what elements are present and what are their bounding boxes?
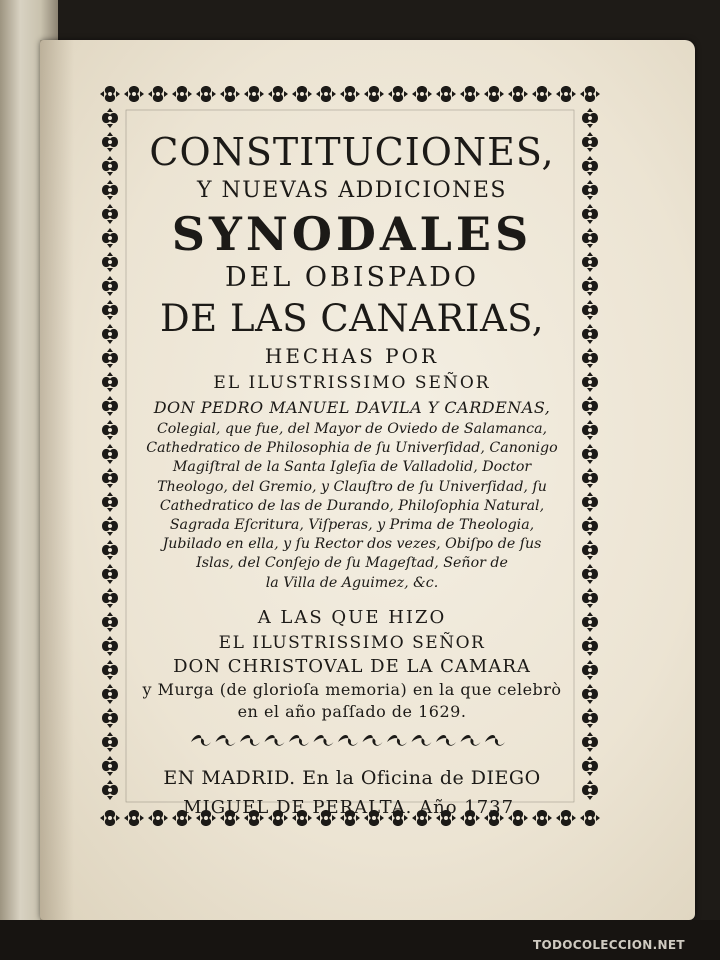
fleuron-ornament (582, 612, 598, 632)
fleuron-ornament (582, 420, 598, 440)
fleuron-ornament (102, 108, 118, 128)
fleuron-ornament (582, 396, 598, 416)
fleuron-ornament (582, 540, 598, 560)
fleuron-ornament (102, 468, 118, 488)
swirl-ornament (314, 735, 334, 746)
fleuron-ornament (582, 564, 598, 584)
fleuron-ornament (172, 86, 192, 102)
swirl-ornament (289, 735, 309, 746)
swirl-ornament (412, 735, 432, 746)
fleuron-ornament (582, 108, 598, 128)
author-line-5: Theologo, del Gremio, y Clauſtro de ſu Univerſidad, ſu (157, 478, 547, 495)
fleuron-ornament (102, 348, 118, 368)
fleuron-ornament (102, 396, 118, 416)
fleuron-ornament (102, 180, 118, 200)
fleuron-ornament (220, 86, 240, 102)
decorative-rule (187, 731, 517, 753)
author-line-4: Magiſtral de la Santa Igleſia de Valladolid, Doctor (172, 459, 532, 476)
author-line-9: Islas, del Conſejo de ſu Mageſtad, Señor de (196, 555, 508, 572)
fleuron-ornament (412, 86, 432, 102)
fleuron-ornament (582, 228, 598, 248)
fleuron-ornament (102, 372, 118, 392)
fleuron-ornament (582, 636, 598, 656)
title-page-text (132, 130, 572, 823)
fleuron-ornament (102, 756, 118, 776)
fleuron-ornament (102, 708, 118, 728)
fleuron-ornament (102, 516, 118, 536)
fleuron-ornament (102, 132, 118, 152)
fleuron-ornament (556, 86, 576, 102)
subtitle-line-4: y Murga (de glorioſa memoria) en la que celebrò (142, 679, 562, 699)
fleuron-ornament (340, 86, 360, 102)
fleuron-ornament (582, 492, 598, 512)
title-line-1: CONSTITUCIONES, (149, 130, 555, 174)
fleuron-ornament (148, 86, 168, 102)
fleuron-ornament (582, 300, 598, 320)
fleuron-ornament (196, 86, 216, 102)
fleuron-ornament (582, 756, 598, 776)
fleuron-ornament (268, 86, 288, 102)
fleuron-ornament (508, 86, 528, 102)
fleuron-ornament (100, 86, 120, 102)
author-line-2: Colegial, que fue, del Mayor de Oviedo de Salamanca, (156, 421, 548, 437)
fleuron-ornament (124, 86, 144, 102)
imprint-line-1: EN MADRID. En la Oficina de DIEGO (163, 766, 541, 789)
swirl-ornament (265, 735, 285, 746)
swirl-ornament (387, 735, 407, 746)
subtitle-line-5: en el año paſſado de 1629. (237, 701, 467, 721)
fleuron-ornament (102, 684, 118, 704)
author-line-1: DON PEDRO MANUEL DAVILA Y CARDENAS, (153, 398, 551, 417)
fleuron-ornament (364, 86, 384, 102)
fleuron-ornament (102, 156, 118, 176)
fleuron-ornament (102, 300, 118, 320)
fleuron-ornament (582, 516, 598, 536)
title-line-7: EL ILUSTRISSIMO SEÑOR (213, 373, 491, 393)
fleuron-ornament (532, 86, 552, 102)
fleuron-ornament (102, 276, 118, 296)
subtitle-line-3: DON CHRISTOVAL DE LA CAMARA (173, 655, 531, 677)
fleuron-ornament (582, 468, 598, 488)
fleuron-ornament (582, 252, 598, 272)
fleuron-ornament (102, 492, 118, 512)
fleuron-ornament (102, 444, 118, 464)
fleuron-ornament (292, 86, 312, 102)
fleuron-ornament (580, 810, 600, 826)
author-line-10: la Villa de Aguimez, &c. (265, 574, 439, 591)
fleuron-ornament (582, 588, 598, 608)
watermark: TODOCOLECCION.NET (533, 938, 685, 952)
author-line-3: Cathedratico de Philosophia de ſu Univerſidad, Canonigo (146, 440, 558, 457)
fleuron-ornament (582, 348, 598, 368)
fleuron-ornament (102, 588, 118, 608)
fleuron-ornament (102, 204, 118, 224)
fleuron-ornament (388, 86, 408, 102)
author-line-7: Sagrada Eſcritura, Viſperas, y Prima de Theologia, (169, 517, 535, 534)
fleuron-ornament (102, 732, 118, 752)
fleuron-ornament (100, 810, 120, 826)
fleuron-ornament (582, 156, 598, 176)
swirl-ornament (240, 735, 260, 746)
fleuron-ornament (102, 228, 118, 248)
title-line-2: Y NUEVAS ADDICIONES (196, 178, 507, 203)
subtitle-line-2: EL ILUSTRISSIMO SEÑOR (218, 632, 486, 653)
author-line-8: Jubilado en ella, y ſu Rector dos vezes, Obiſpo de ſus (162, 536, 542, 553)
swirl-ornament (461, 735, 481, 746)
fleuron-ornament (102, 540, 118, 560)
swirl-ornament (191, 735, 211, 746)
fleuron-ornament (244, 86, 264, 102)
title-line-6: HECHAS POR (264, 344, 440, 368)
fleuron-ornament (102, 420, 118, 440)
fleuron-ornament (102, 564, 118, 584)
fleuron-ornament (102, 612, 118, 632)
subtitle-line-1: A LAS QUE HIZO (257, 606, 447, 628)
fleuron-ornament (580, 86, 600, 102)
swirl-ornament (436, 735, 456, 746)
fleuron-ornament (582, 708, 598, 728)
fleuron-ornament (102, 636, 118, 656)
imprint-line-2: MIGUEL DE PERALTA. Año 1737. (183, 796, 521, 818)
fleuron-ornament (484, 86, 504, 102)
fleuron-ornament (316, 86, 336, 102)
fleuron-ornament (582, 204, 598, 224)
fleuron-ornament (582, 180, 598, 200)
fleuron-ornament (102, 780, 118, 800)
fleuron-ornament (582, 132, 598, 152)
title-line-3: SYNODALES (171, 207, 533, 261)
page-gutter-shadow (40, 40, 74, 920)
author-line-6: Cathedratico de las de Durando, Philoſophia Natural, (159, 497, 545, 514)
swirl-ornament (485, 735, 505, 746)
fleuron-ornament (582, 780, 598, 800)
fleuron-ornament (102, 660, 118, 680)
fleuron-ornament (582, 444, 598, 464)
fleuron-ornament (460, 86, 480, 102)
swirl-ornament (338, 735, 358, 746)
swirl-ornament (216, 735, 236, 746)
fleuron-ornament (582, 660, 598, 680)
fleuron-ornament (102, 324, 118, 344)
fleuron-ornament (582, 324, 598, 344)
fleuron-ornament (102, 252, 118, 272)
swirl-ornament (363, 735, 383, 746)
fleuron-ornament (436, 86, 456, 102)
fleuron-ornament (582, 276, 598, 296)
fleuron-ornament (582, 732, 598, 752)
fleuron-ornament (582, 372, 598, 392)
title-line-5: DE LAS CANARIAS, (160, 297, 544, 340)
fleuron-ornament (582, 684, 598, 704)
title-line-4: DEL OBISPADO (225, 262, 479, 293)
